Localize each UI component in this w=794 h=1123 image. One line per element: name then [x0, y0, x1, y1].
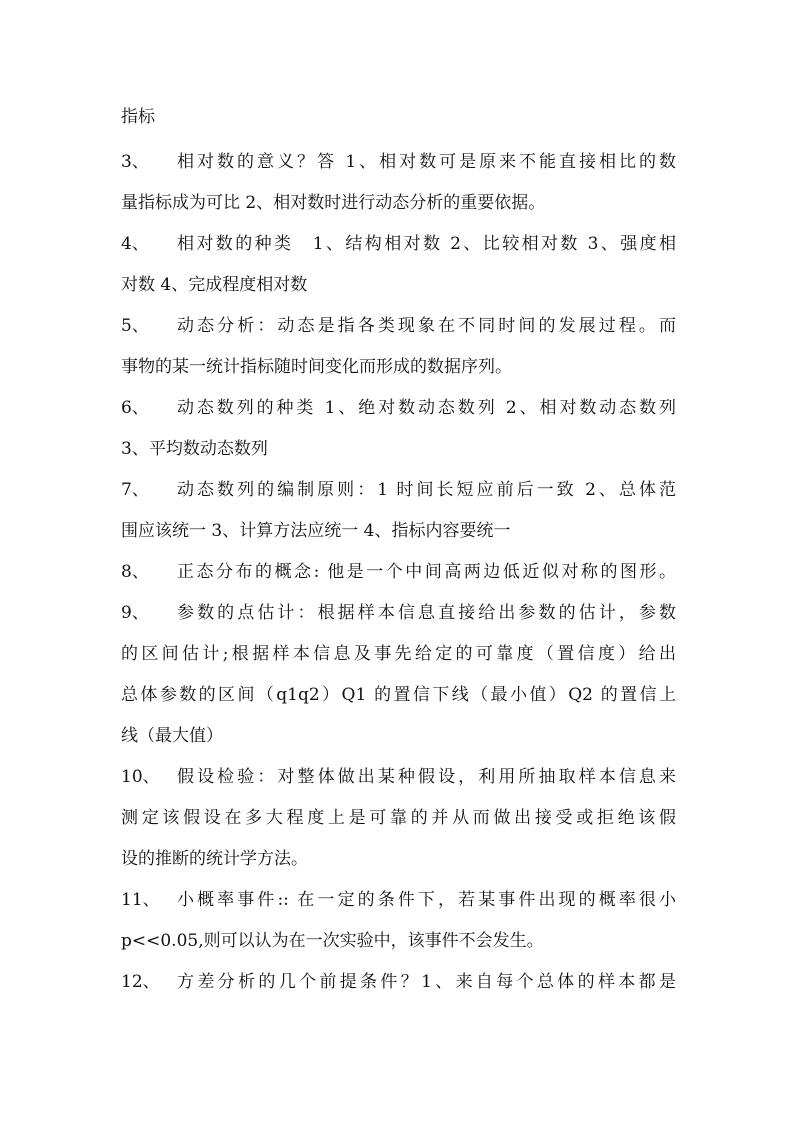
intro-text: 指标: [121, 107, 155, 127]
item-number: 5、: [121, 316, 149, 336]
item-text: p<<0.05,则可以认为在一次实验中，该事件不会发生。: [121, 931, 544, 951]
item-text: 动态数列的种类 1、绝对数动态数列 2、相对数动态数列: [177, 398, 676, 418]
item-text: 假设检验：对整体做出某种假设，利用所抽取样本信息来: [177, 767, 676, 787]
item-number: 7、: [121, 480, 149, 500]
item-number: 12、: [121, 972, 160, 992]
item-text: 围应该统一 3、计算方法应统一 4、指标内容要统一: [121, 521, 511, 541]
item-text: 动态分析：动态是指各类现象在不同时间的发展过程。而: [177, 316, 676, 336]
item-number: 10、: [121, 767, 160, 787]
item-number: 8、: [121, 562, 149, 582]
item-text: 测定该假设在多大程度上是可靠的并从而做出接受或拒绝该假: [121, 808, 676, 828]
item-number: 9、: [121, 603, 149, 623]
item-text: 相对数的种类 1、结构相对数 2、比较相对数 3、强度相: [177, 234, 676, 254]
item-text: 对数 4、完成程度相对数: [121, 275, 308, 295]
item-text: 线（最大值）: [121, 726, 223, 746]
item-text: 方差分析的几个前提条件？1、来自每个总体的样本都是: [177, 972, 676, 992]
item-text: 相对数的意义？答 1、相对数可是原来不能直接相比的数: [177, 152, 676, 172]
item-text: 动态数列的编制原则：1 时间长短应前后一致 2、总体范: [177, 480, 676, 500]
item-number: 4、: [121, 234, 149, 254]
item-text: 量指标成为可比 2、相对数时进行动态分析的重要依据。: [121, 193, 546, 213]
item-number: 3、: [121, 152, 149, 172]
item-text: 3、平均数动态数列: [121, 439, 268, 459]
item-text: 的区间估计;根据样本信息及事先给定的可靠度（置信度）给出: [121, 644, 676, 664]
item-number: 11、: [121, 890, 160, 910]
item-text: 总体参数的区间（q1q2）Q1 的置信下线（最小值）Q2 的置信上: [121, 685, 676, 705]
item-text: 正态分布的概念: 他是一个中间高两边低近似对称的图形。: [177, 562, 676, 582]
item-text: 参数的点估计：根据样本信息直接给出参数的估计，参数: [177, 603, 676, 623]
item-number: 6、: [121, 398, 149, 418]
item-text: 设的推断的统计学方法。: [121, 849, 308, 869]
item-text: 小概率事件:: 在一定的条件下，若某事件出现的概率很小: [177, 890, 676, 910]
item-text: 事物的某一统计指标随时间变化而形成的数据序列。: [121, 357, 512, 377]
